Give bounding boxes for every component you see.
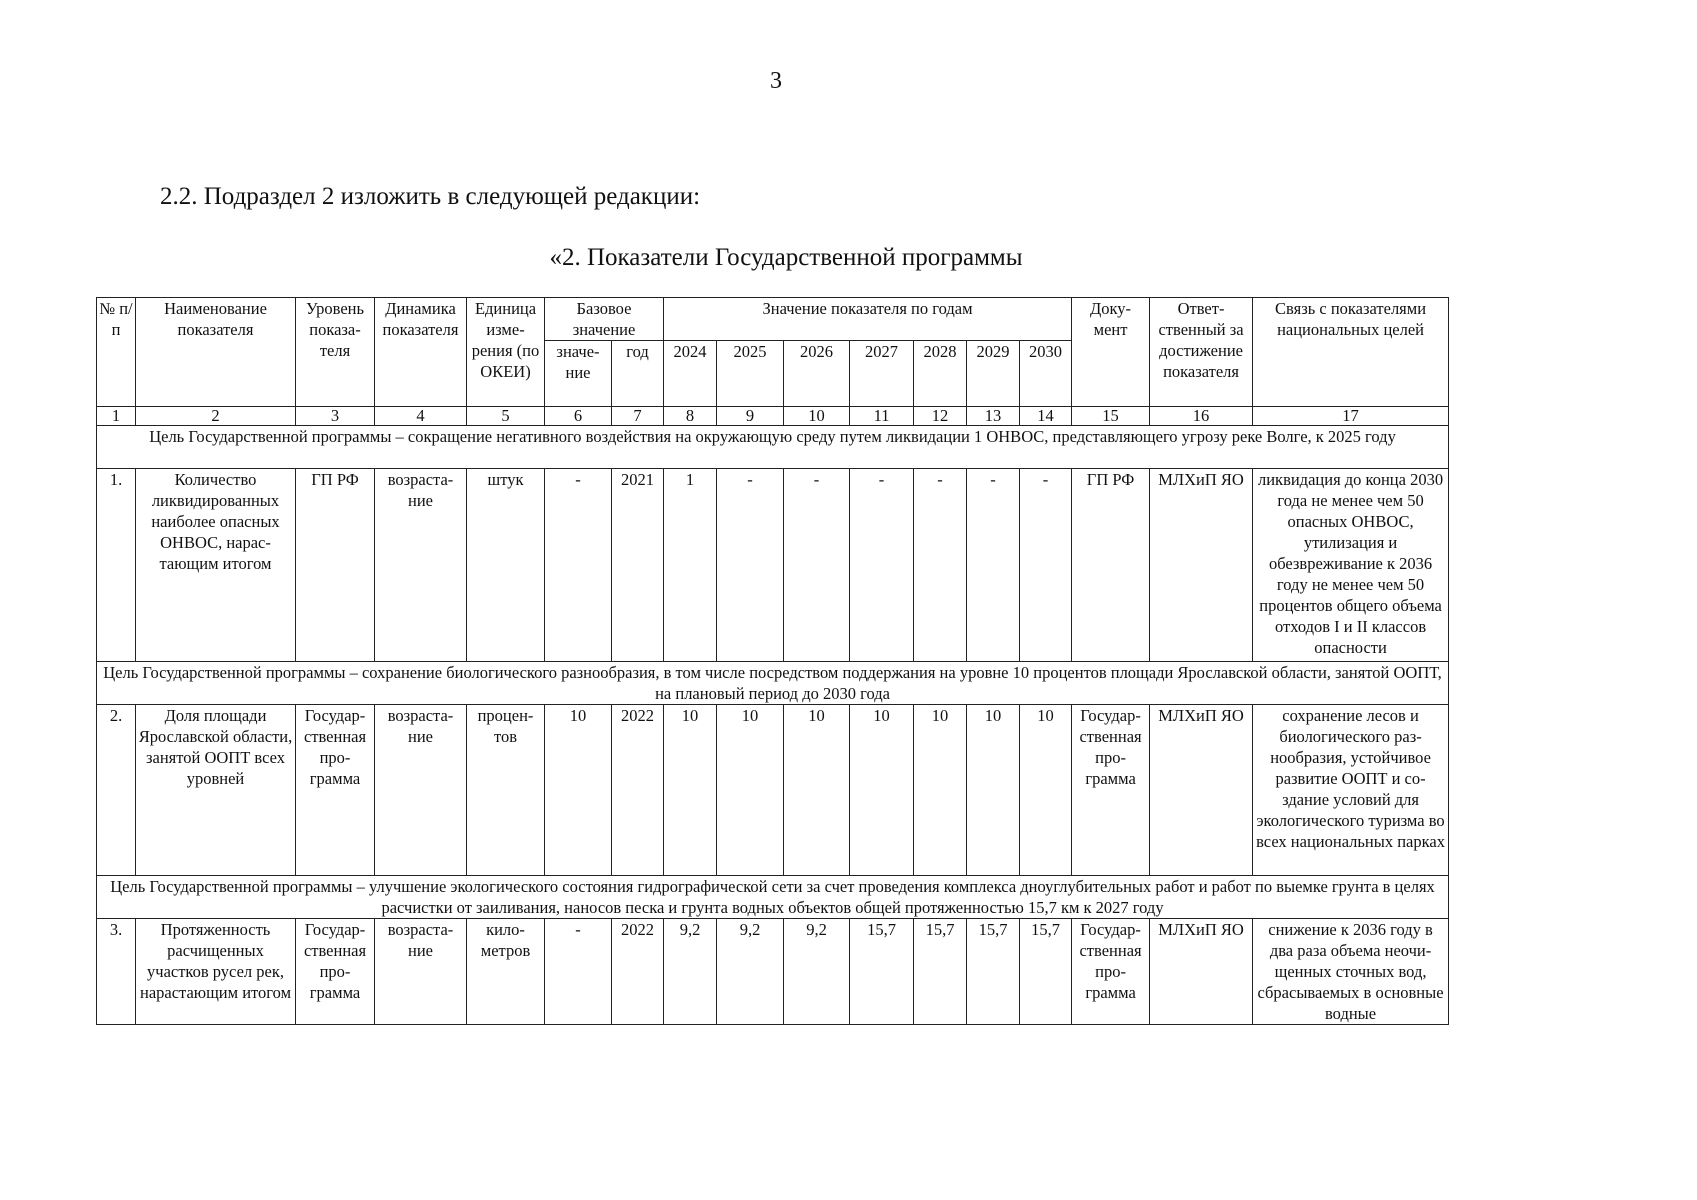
row-document: Государ- ственная про- грамма bbox=[1072, 705, 1150, 876]
header-unit: Единица изме- рения (по ОКЕИ) bbox=[467, 298, 545, 407]
header-year: 2024 bbox=[664, 341, 717, 407]
column-number: 2 bbox=[136, 407, 296, 426]
header-level: Уровень показа- теля bbox=[296, 298, 375, 407]
row-num: 3. bbox=[97, 919, 136, 1025]
goal-row-1 bbox=[97, 426, 1449, 469]
header-year: 2028 bbox=[914, 341, 967, 407]
row-value-2028: 10 bbox=[914, 705, 967, 876]
column-number: 14 bbox=[1020, 407, 1072, 426]
row-value-2024: 10 bbox=[664, 705, 717, 876]
page-number: 3 bbox=[770, 68, 782, 94]
row-value-2027: - bbox=[850, 469, 914, 662]
row-base-year: 2022 bbox=[612, 705, 664, 876]
row-level: ГП РФ bbox=[296, 469, 375, 662]
row-value-2030: - bbox=[1020, 469, 1072, 662]
header-years-group: Значение показателя по годам bbox=[664, 298, 1072, 341]
header-name: Наименование показателя bbox=[136, 298, 296, 407]
row-base-value: - bbox=[545, 469, 612, 662]
column-number: 10 bbox=[784, 407, 850, 426]
column-number: 17 bbox=[1253, 407, 1449, 426]
header-year: 2026 bbox=[784, 341, 850, 407]
header-dynamics: Динамика показателя bbox=[375, 298, 467, 407]
column-number: 7 bbox=[612, 407, 664, 426]
row-value-2026: - bbox=[784, 469, 850, 662]
column-number: 5 bbox=[467, 407, 545, 426]
row-link: снижение к 2036 году в два раза объема неочи- щенных сточных вод, сбрасываемых в основные водные bbox=[1253, 919, 1449, 1025]
column-numbers-row bbox=[97, 407, 1449, 426]
header-base-value: значе- ние bbox=[545, 341, 612, 407]
row-value-2027: 15,7 bbox=[850, 919, 914, 1025]
row-value-2028: - bbox=[914, 469, 967, 662]
row-dynamics: возраста- ние bbox=[375, 705, 467, 876]
goal-text: Цель Государственной программы – сокращение негативного воздействия на окружающую среду путем ликвидации 1 ОНВОС, представляющего угрозу реке Волге, к 2025 году bbox=[97, 426, 1449, 469]
row-value-2027: 10 bbox=[850, 705, 914, 876]
intro-text: 2.2. Подраздел 2 изложить в следующей редакции: bbox=[160, 183, 701, 210]
row-base-value: - bbox=[545, 919, 612, 1025]
row-value-2026: 9,2 bbox=[784, 919, 850, 1025]
header-year: 2027 bbox=[850, 341, 914, 407]
header-year: 2025 bbox=[717, 341, 784, 407]
row-dynamics: возраста- ние bbox=[375, 919, 467, 1025]
row-value-2030: 10 bbox=[1020, 705, 1072, 876]
row-value-2025: 10 bbox=[717, 705, 784, 876]
column-number: 1 bbox=[97, 407, 136, 426]
row-unit: кило- метров bbox=[467, 919, 545, 1025]
row-responsible: МЛХиП ЯО bbox=[1150, 919, 1253, 1025]
row-responsible: МЛХиП ЯО bbox=[1150, 705, 1253, 876]
row-base-year: 2022 bbox=[612, 919, 664, 1025]
header-year: 2030 bbox=[1020, 341, 1072, 407]
column-number: 16 bbox=[1150, 407, 1253, 426]
row-value-2024: 1 bbox=[664, 469, 717, 662]
row-num: 1. bbox=[97, 469, 136, 662]
column-number: 13 bbox=[967, 407, 1020, 426]
column-number: 6 bbox=[545, 407, 612, 426]
column-number: 8 bbox=[664, 407, 717, 426]
row-name: Доля площади Ярославской области, занятой ООПТ всех уровней bbox=[136, 705, 296, 876]
row-value-2029: 10 bbox=[967, 705, 1020, 876]
row-value-2025: - bbox=[717, 469, 784, 662]
row-name: Количество ликвидированных наиболее опасных ОНВОС, нарас- тающим итогом bbox=[136, 469, 296, 662]
row-link: сохранение лесов и биологического раз- нообразия, устойчивое развитие ООПТ и со- здание условий для экологического туризма во всех национальных парках bbox=[1253, 705, 1449, 876]
header-responsible: Ответ- ственный за достижение показателя bbox=[1150, 298, 1253, 407]
indicators-table bbox=[96, 297, 1449, 1025]
goal-row-3 bbox=[97, 876, 1449, 919]
row-value-2026: 10 bbox=[784, 705, 850, 876]
row-num: 2. bbox=[97, 705, 136, 876]
row-value-2028: 15,7 bbox=[914, 919, 967, 1025]
column-number: 12 bbox=[914, 407, 967, 426]
goal-text: Цель Государственной программы – сохранение биологического разнообразия, в том числе посредством поддержания на уровне 10 процентов площади Ярославской области, занятой ООПТ, на плановый период до 2030 года bbox=[97, 662, 1449, 705]
row-dynamics: возраста- ние bbox=[375, 469, 467, 662]
row-unit: процен- тов bbox=[467, 705, 545, 876]
row-unit: штук bbox=[467, 469, 545, 662]
row-name: Протяженность расчищенных участков русел рек, нарастающим итогом bbox=[136, 919, 296, 1025]
header-base: Базовое значение bbox=[545, 298, 664, 341]
row-base-year: 2021 bbox=[612, 469, 664, 662]
row-value-2024: 9,2 bbox=[664, 919, 717, 1025]
goal-row-2 bbox=[97, 662, 1449, 705]
table-row bbox=[97, 919, 1449, 1025]
row-level: Государ- ственная про- грамма bbox=[296, 705, 375, 876]
row-value-2025: 9,2 bbox=[717, 919, 784, 1025]
header-row-1 bbox=[97, 298, 1449, 341]
table-row bbox=[97, 705, 1449, 876]
row-document: ГП РФ bbox=[1072, 469, 1150, 662]
header-document: Доку- мент bbox=[1072, 298, 1150, 407]
table-row bbox=[97, 469, 1449, 662]
column-number: 11 bbox=[850, 407, 914, 426]
goal-text: Цель Государственной программы – улучшение экологического состояния гидрографической сети за счет проведения комплекса дноуглубительных работ и работ по выемке грунта в целях расчистки от заиливания, наносов песка и грунта водных объектов общей протяженностью 15,7 км к 2027 году bbox=[97, 876, 1449, 919]
row-value-2030: 15,7 bbox=[1020, 919, 1072, 1025]
header-link: Связь с показателями национальных целей bbox=[1253, 298, 1449, 407]
row-value-2029: - bbox=[967, 469, 1020, 662]
section-title: «2. Показатели Государственной программы bbox=[549, 244, 1023, 271]
header-year: 2029 bbox=[967, 341, 1020, 407]
column-number: 15 bbox=[1072, 407, 1150, 426]
row-level: Государ- ственная про- грамма bbox=[296, 919, 375, 1025]
row-document: Государ- ственная про- грамма bbox=[1072, 919, 1150, 1025]
row-responsible: МЛХиП ЯО bbox=[1150, 469, 1253, 662]
column-number: 9 bbox=[717, 407, 784, 426]
column-number: 4 bbox=[375, 407, 467, 426]
row-base-value: 10 bbox=[545, 705, 612, 876]
row-link: ликвидация до конца 2030 года не менее чем 50 опасных ОНВОС, утилизация и обезвреживание к 2036 году не менее чем 50 процентов общего объема отходов I и II классов опасности bbox=[1253, 469, 1449, 662]
column-number: 3 bbox=[296, 407, 375, 426]
row-value-2029: 15,7 bbox=[967, 919, 1020, 1025]
header-num: № п/п bbox=[97, 298, 136, 407]
header-base-year: год bbox=[612, 341, 664, 407]
